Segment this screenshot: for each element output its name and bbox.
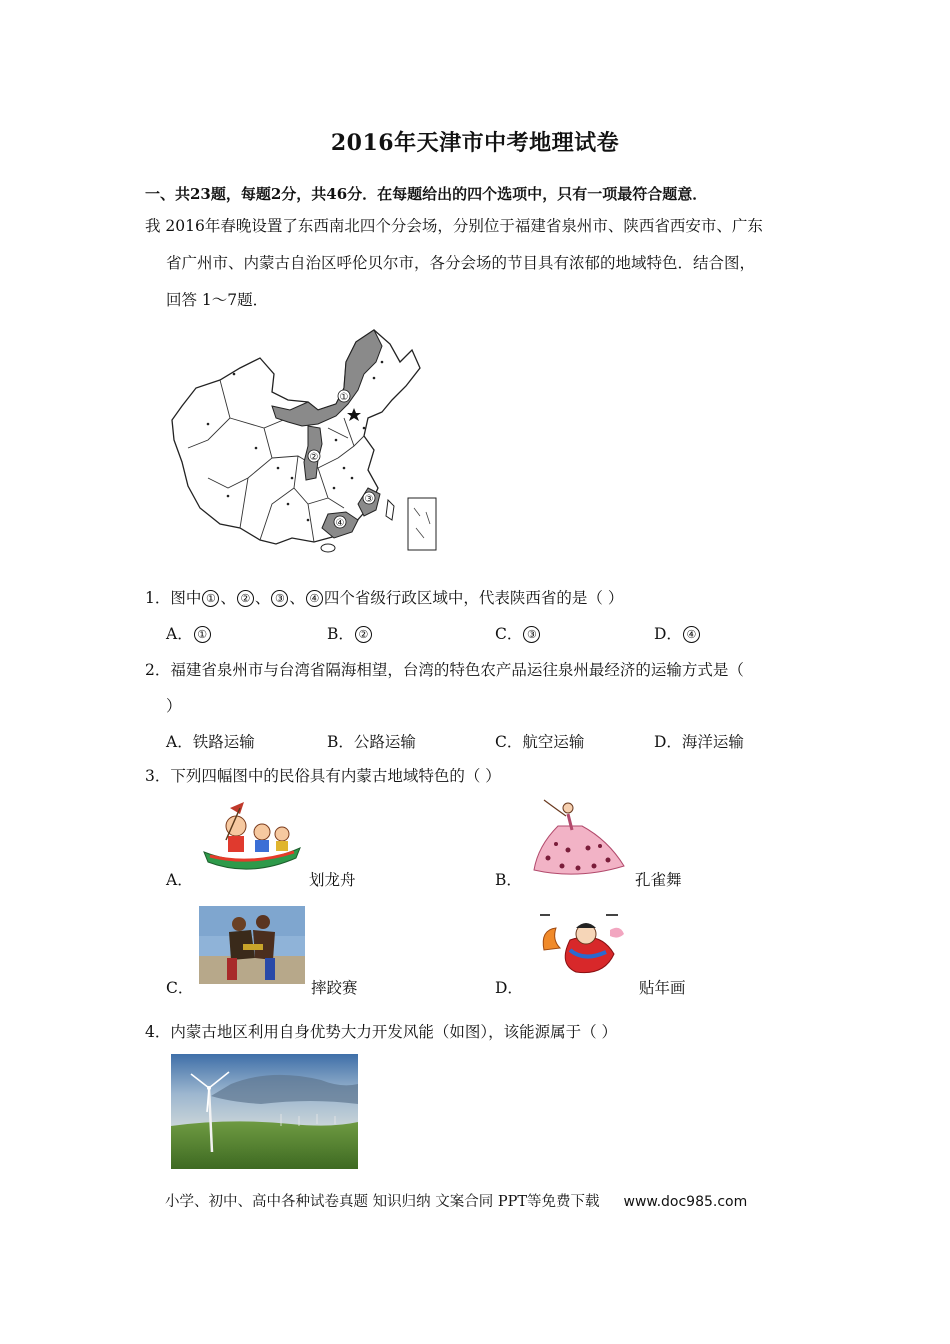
- q2-option-a[interactable]: A．铁路运输: [166, 733, 255, 751]
- q3-option-c-letter[interactable]: C．: [166, 979, 194, 997]
- map-label-3: ③: [364, 494, 374, 505]
- q1-mark-4: ④: [306, 590, 323, 607]
- peacock-dance-image: [528, 796, 628, 878]
- dragon-boat-image: [200, 800, 304, 880]
- q2-option-b[interactable]: B．公路运输: [327, 733, 416, 751]
- q2-option-d[interactable]: D．海洋运输: [654, 733, 744, 751]
- page-title: 2016年天津市中考地理试卷: [330, 130, 620, 156]
- section-heading: 一、共23题，每题2分，共46分．在每题给出的四个选项中，只有一项最符合题意．: [145, 185, 708, 203]
- new-year-painting-image: [530, 910, 630, 984]
- q1-sep-2: 、: [254, 589, 271, 607]
- q3-option-c-label: 摔跤赛: [311, 979, 358, 997]
- q1-mark-1: ①: [202, 590, 219, 607]
- q1-option-d-mark: ④: [683, 626, 700, 643]
- hainan-island: [321, 544, 335, 552]
- q1-option-d[interactable]: D． ④: [654, 622, 701, 644]
- map-label-4: ④: [335, 518, 345, 529]
- q1-option-c[interactable]: C． ③: [495, 622, 541, 644]
- q1-mark-2: ②: [237, 590, 254, 607]
- question-4-stem: 4．内蒙古地区利用自身优势大力开发风能（如图），该能源属于（ ）: [145, 1023, 618, 1041]
- q1-sep-3: 、: [289, 589, 305, 607]
- q1-mark-3: ③: [271, 590, 288, 607]
- q1-prefix: 1．图中: [145, 589, 202, 607]
- q2-option-c[interactable]: C．航空运输: [495, 733, 585, 751]
- question-2-stem-line-1: 2．福建省泉州市与台湾省隔海相望，台湾的特色农产品运往泉州最经济的运输方式是（: [145, 661, 744, 679]
- map-label-2: ②: [309, 452, 319, 463]
- q1-option-b-mark: ②: [355, 626, 372, 643]
- footer-text: 小学、初中、高中各种试卷真题 知识归纳 文案合同 PPT等免费下载: [165, 1194, 600, 1210]
- question-2-stem-line-2: ）: [166, 697, 182, 715]
- taiwan-island: [386, 500, 394, 520]
- intro-line-3: 回答 1～7题．: [166, 291, 269, 309]
- q3-option-a-label: 划龙舟: [309, 871, 356, 889]
- intro-line-1: 我 2016年春晚设置了东西南北四个分会场，分别位于福建省泉州市、陕西省西安市、广东: [145, 217, 763, 235]
- map-label-1: ①: [339, 392, 349, 403]
- q1-sep-1: 、: [220, 589, 236, 607]
- q1-option-a[interactable]: A． ①: [166, 622, 212, 644]
- intro-line-2: 省广州市、内蒙古自治区呼伦贝尔市，各分会场的节目具有浓郁的地域特色．结合图，: [166, 254, 756, 272]
- q3-option-b-label: 孔雀舞: [635, 871, 682, 889]
- q1-suffix: 四个省级行政区域中，代表陕西省的是（ ）: [323, 589, 624, 607]
- footer-line: [165, 1190, 747, 1211]
- q3-option-d-label: 贴年画: [639, 979, 686, 997]
- china-map-svg: [168, 328, 440, 556]
- question-1-stem: [145, 586, 623, 608]
- footer-url-link[interactable]: www.doc985.com: [623, 1194, 748, 1210]
- q1-option-c-mark: ③: [523, 626, 540, 643]
- q3-option-a-letter[interactable]: A．: [166, 871, 193, 889]
- south-china-sea-inset: [408, 498, 436, 550]
- q1-option-b[interactable]: B． ②: [327, 622, 373, 644]
- wind-turbine-photo: [171, 1054, 358, 1169]
- q3-option-b-letter[interactable]: B．: [495, 871, 522, 889]
- china-map-figure: [168, 328, 440, 556]
- wrestling-photo: [199, 906, 305, 984]
- q3-option-d-letter[interactable]: D．: [495, 979, 523, 997]
- question-3-stem: 3．下列四幅图中的民俗具有内蒙古地域特色的（ ）: [145, 767, 501, 785]
- q1-option-a-mark: ①: [194, 626, 211, 643]
